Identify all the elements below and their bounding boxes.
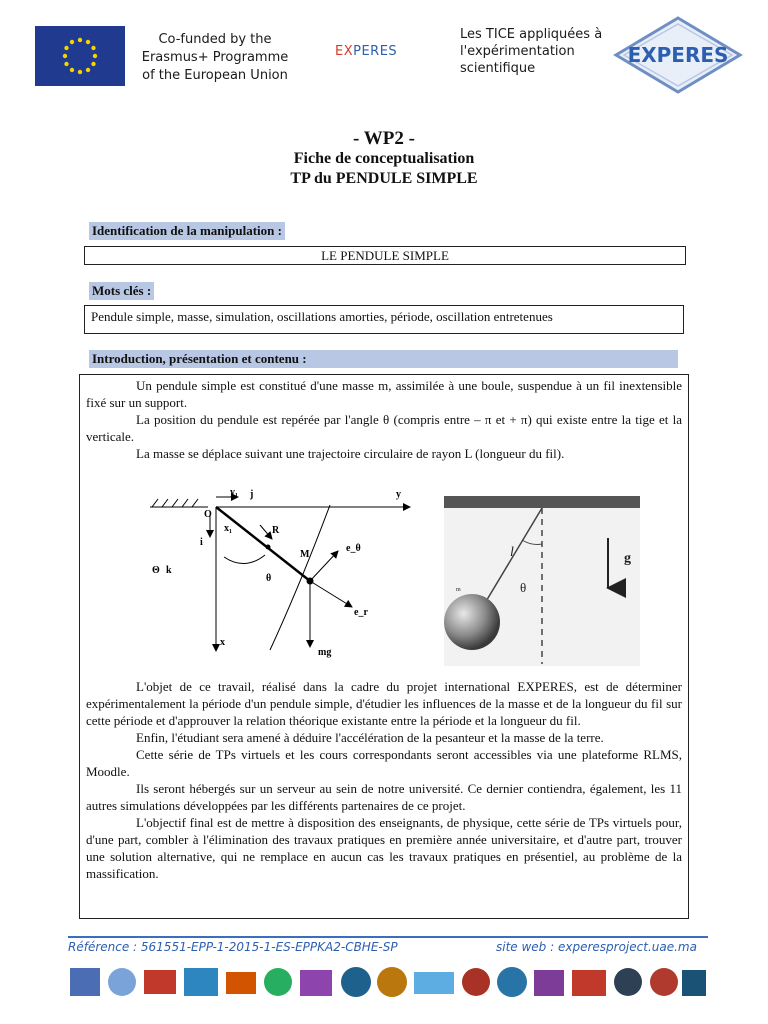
- label-k: k: [166, 565, 172, 576]
- identification-value: LE PENDULE SIMPLE: [84, 246, 686, 265]
- partner-logo-16: [650, 968, 678, 996]
- tice-line-1: Les TICE appliquées à: [460, 27, 603, 42]
- label-x: x: [220, 637, 225, 648]
- rod-point: [266, 545, 271, 550]
- partner-logo-1: [70, 968, 100, 996]
- intro-paragraph-4: L'objet de ce travail, réalisé dans la cadre du projet international EXPERES, est de déterminer expérimentalement la période d'un pendule simple, d'étudier les influences de la masse et de la longueur du fil sur cette période et d'approuver la relation théorique existante entre la période et la longueur du fil.: [86, 679, 682, 728]
- tice-line-2: l'expérimentation: [460, 44, 575, 59]
- partner-logo-14: [572, 970, 606, 996]
- angle-arc: [224, 555, 265, 564]
- partner-logo-12: [497, 967, 527, 997]
- label-j: j: [250, 489, 254, 500]
- label-o: O: [204, 509, 212, 520]
- label-theta-right: θ: [520, 580, 527, 595]
- experes-big-logo-text: EXPERES: [627, 43, 729, 67]
- experes-big-logo: [612, 14, 744, 96]
- label-mg: mg: [318, 647, 332, 658]
- label-e-r: e_r: [354, 607, 368, 618]
- experes-small-prefix: EX: [335, 44, 354, 59]
- partner-logo-15: [614, 968, 642, 996]
- partner-logo-6: [264, 968, 292, 996]
- partner-logo-11: [462, 968, 490, 996]
- introduction-box: [79, 374, 689, 919]
- label-y: y: [396, 489, 401, 500]
- label-y1: y₁: [230, 487, 238, 498]
- intro-top-text: [86, 377, 682, 462]
- footer-divider: [68, 936, 708, 938]
- label-mass-small: m: [456, 587, 461, 593]
- footer-website[interactable]: site web : experesproject.uae.ma: [496, 940, 697, 954]
- intro-paragraph-8: L'objectif final est de mettre à disposition des enseignants, de physique, cette série de TPs virtuels pour, d'une part, combler à l'élimination des travaux pratiques en première année universitaire, et d'autre part, trouver une solution alternative, qui ne remplace en aucun cas les travaux pratiques en présentiel, au problème de la massification.: [86, 815, 682, 881]
- e-r-vector: [310, 581, 352, 607]
- page-subtitle-tp: TP du PENDULE SIMPLE: [290, 170, 478, 187]
- eu-flag-logo: [35, 26, 125, 86]
- label-e-theta: e_θ: [346, 543, 361, 554]
- label-i: i: [200, 537, 203, 548]
- ceiling-bar: [444, 496, 640, 508]
- cofunded-line-1: Co-funded by the: [158, 32, 272, 47]
- label-x1: x₁: [224, 523, 232, 534]
- label-theta: θ: [266, 573, 272, 584]
- intro-bottom-text: [86, 678, 682, 882]
- label-r: R: [272, 525, 280, 536]
- label-m: M: [300, 549, 310, 560]
- page-title-wp2: - WP2 -: [353, 128, 415, 149]
- intro-paragraph-3: La masse se déplace suivant une trajectoire circulaire de rayon L (longueur du fil).: [136, 446, 565, 461]
- tice-text: [460, 26, 620, 77]
- pendulum-illustration: [444, 496, 640, 666]
- pendulum-rod: [216, 507, 310, 581]
- partner-logos-row: [68, 962, 708, 1002]
- partner-logo-5: [226, 972, 256, 994]
- experes-small-logo: [335, 44, 397, 59]
- pendulum-ball: [444, 594, 500, 650]
- page-subtitle-fiche: Fiche de conceptualisation: [293, 150, 475, 167]
- keywords-label: Mots clés :: [89, 282, 154, 300]
- partner-logo-8: [341, 967, 371, 997]
- cofunded-text: [130, 31, 300, 85]
- intro-paragraph-7: Ils seront hébergés sur un serveur au sein de notre université. Ce dernier contiendra, également, les 11 autres simulations développées par les différents partenaires de ce projet.: [86, 781, 682, 813]
- partner-logo-9: [377, 967, 407, 997]
- support-hatching: [152, 499, 198, 507]
- partner-logo-2: [108, 968, 136, 996]
- partner-logo-10: [414, 972, 454, 994]
- label-g: g: [624, 551, 631, 566]
- partner-logo-13: [534, 970, 564, 996]
- tice-line-3: scientifique: [460, 61, 536, 76]
- intro-paragraph-1: Un pendule simple est constitué d'une masse m, assimilée à une boule, suspendue à un fil inextensible fixé sur un support.: [86, 378, 682, 410]
- r-vector: [260, 525, 272, 539]
- e-theta-vector: [310, 551, 338, 581]
- intro-paragraph-5: Enfin, l'étudiant sera amené à déduire l'accélération de la pesanteur et la masse de la terre.: [136, 730, 604, 745]
- partner-logo-17: [682, 970, 706, 996]
- keywords-value: Pendule simple, masse, simulation, oscillations amorties, période, oscillation entretenues: [84, 305, 684, 334]
- footer-reference: Référence : 561551-EPP-1-2015-1-ES-EPPKA2-CBHE-SP: [68, 940, 398, 954]
- label-o-k: Θ: [152, 565, 160, 576]
- cofunded-line-3: of the European Union: [142, 68, 288, 83]
- intro-paragraph-6: Cette série de TPs virtuels et les cours correspondants seront accessibles via une plateforme RLMS, Moodle.: [86, 747, 682, 779]
- partner-logo-3: [144, 970, 176, 994]
- partner-logo-7: [300, 970, 332, 996]
- partner-logo-4: [184, 968, 218, 996]
- label-l: l: [510, 545, 514, 560]
- intro-paragraph-2: La position du pendule est repérée par l'angle θ (compris entre – π et + π) qui existe entre la tige et la verticale.: [86, 412, 682, 444]
- experes-small-suffix: PERES: [353, 44, 398, 59]
- cofunded-line-2: Erasmus+ Programme: [141, 50, 289, 65]
- introduction-label: Introduction, présentation et contenu :: [89, 350, 678, 368]
- identification-label: Identification de la manipulation :: [89, 222, 285, 240]
